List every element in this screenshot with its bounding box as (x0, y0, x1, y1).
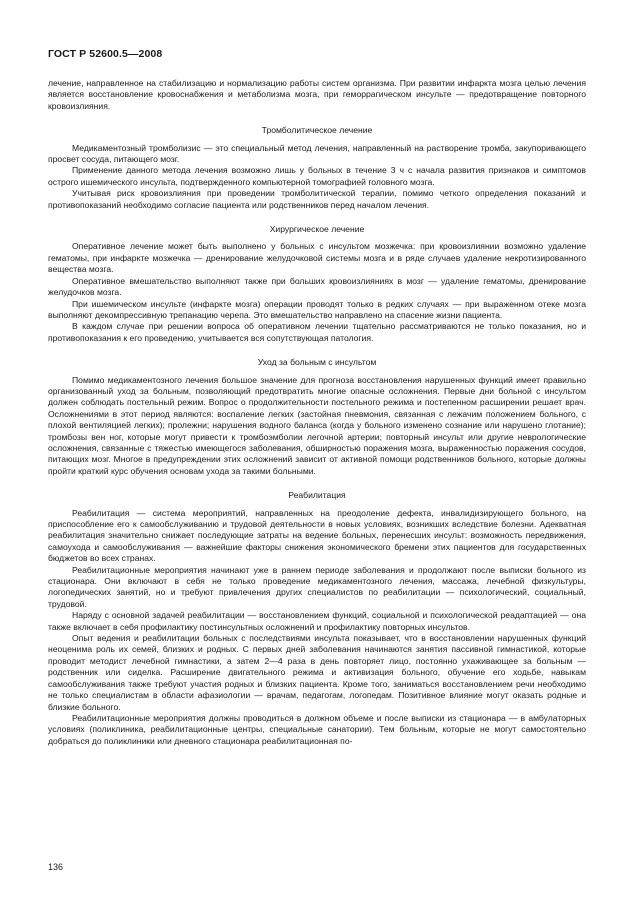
paragraph: Реабилитационные мероприятия должны проводиться в должном объеме и после выписки из стационара — в амбулаторных условиях (поликлиника, реабилитационные центры, специальные санатории). Тем больным, которые не могут самостоятельно добраться до поликлиники или дневного стационара реабилитационная по- (48, 712, 586, 746)
paragraph: Опыт ведения и реабилитации больных с последствиями инсульта показывает, что в восстановлении нарушенных функций неоценима роль их семей, близких и родных. С первых дней заболевания начинаются занятия пассивной гимнастикой, которые проводит методист лечебной гимнастики, а затем 2—4 раза в день повторяет лицо, постоянно ухаживающее за больным — родственник или сиделка. Расширение двигательного режима и активизация больного, обучение его ходьбе, навыкам самообслуживания также требуют участия родных и близких пациента. Кроме того, заниматься восстановлением речи необходимо не только специалистам в области афазиологии — врачам, педагогам, логопедам. Позитивное влияние могут оказать родные и близкие больного. (48, 633, 586, 712)
paragraph: Помимо медикаментозного лечения большое значение для прогноза восстановления нарушенных функций имеет правильно организованный уход за больным, позволяющий предотвратить многие опасные осложнения. Первые дни больной с инсультом должен соблюдать постельный режим. Вопрос о продолжительности постельного режима и постепенном расширении решает врач. Осложнениями в этот период являются: воспаление легких (застойная пневмония, связанная с лежачим положением больного, с плохой вентиляцией легких); пролежни; нарушения водного баланса (когда у больного изменено сознание или нарушено глотание); тромбозы вен ног, которые могут привести к тромбоэмболии легочной артерии; повторный инсульт или другие неврологические осложнения, связанные с тяжестью имеющегося заболевания, обширностью поражения мозга, выраженностью поражения сосудов, питающих мозг. Многое в предупреждении этих осложнений зависит от активной помощи родственников больного, которые должны пройти краткий курс обучения основам ухода за такими больными. (48, 374, 586, 476)
document-body (48, 78, 586, 747)
document-header: ГОСТ Р 52600.5—2008 (48, 48, 163, 60)
section-title-surgical: Хирургическое лечение (269, 224, 365, 235)
paragraph: Оперативное вмешательство выполняют также при больших кровоизлияниях в мозг — удаление гематомы, дренирование желудочков мозга. (48, 275, 586, 298)
paragraph: Оперативное лечение может быть выполнено у больных с инсультом мозжечка: при кровоизлиянии возможно удаление гематомы, при инфаркте мозжечка — дренирование желудочковой системы мозга и в ряде случаев удаление некротизированного вещества мозга. (48, 241, 586, 275)
paragraph: При ишемическом инсульте (инфаркте мозга) операции проводят только в редких случаях — при выраженном отеке мозга выполняют декомпрессивную трепанацию черепа. Это вмешательство направлено на спасение жизни пациента. (48, 298, 586, 320)
paragraph: Применение данного метода лечения возможно лишь у больных в течение 3 ч с начала развития признаков и симптомов острого ишемического инсульта, подтвержденного компьютерной томографией головного мозга. (48, 165, 586, 187)
intro-paragraph: лечение, направленное на стабилизацию и нормализацию работы систем организма. При развитии инфаркта мозга целью лечения является восстановление кровоснабжения и метаболизма мозга, при геморрагическом инсульте — предотвращение повторного кровоизлияния. (48, 78, 586, 111)
section-title-thrombolytic: Тромболитическое лечение (261, 125, 373, 136)
paragraph: Реабилитация — система мероприятий, направленных на преодоление дефекта, инвалидизирующего больного, на приспособление его к самообслуживанию и трудовой деятельности в новых условиях, возникших вследствие болезни. Адекватная реабилитация значительно снижает последующие затраты на ведение больных, перенесших инсульт: возможность передвижения, самоухода и самообслуживания — важнейшие факторы снижения экономического бремени этих пациентов для государственных бюджетов во всех странах. (48, 507, 586, 564)
paragraph: Реабилитационные мероприятия начинают уже в раннем периоде заболевания и продолжают после выписки больного из стационара. Они включают в себя не только проведение медикаментозного лечения, массажа, лечебной физкультуры, логопедических занятий, но и требуют привлечения других специалистов по реабилитации — психологический, социальный, трудовой. (48, 564, 586, 609)
page-number: 136 (48, 862, 64, 872)
section-title-rehabilitation: Реабилитация (288, 490, 346, 501)
paragraph: Наряду с основной задачей реабилитации — восстановлением функций, социальной и психологической реадаптацией — она также включает в себя профилактику постинсультных осложнений и профилактику повторных инсультов. (48, 610, 586, 632)
section-title-care: Уход за больным с инсультом (257, 357, 377, 368)
paragraph: Учитывая риск кровоизлияния при проведении тромболитической терапии, помимо четкого определения показаний и противопоказаний необходимо согласие пациента или родственников перед началом лечения. (48, 188, 586, 210)
paragraph: Медикаментозный тромболизис — это специальный метод лечения, направленный на растворение тромба, закупоривающего просвет сосуда, питающего мозг. (48, 142, 586, 165)
paragraph: В каждом случае при решении вопроса об оперативном лечении тщательно рассматриваются не только показания, но и противопоказания к его проведению, учитывается вся сопутствующая патология. (48, 321, 586, 343)
